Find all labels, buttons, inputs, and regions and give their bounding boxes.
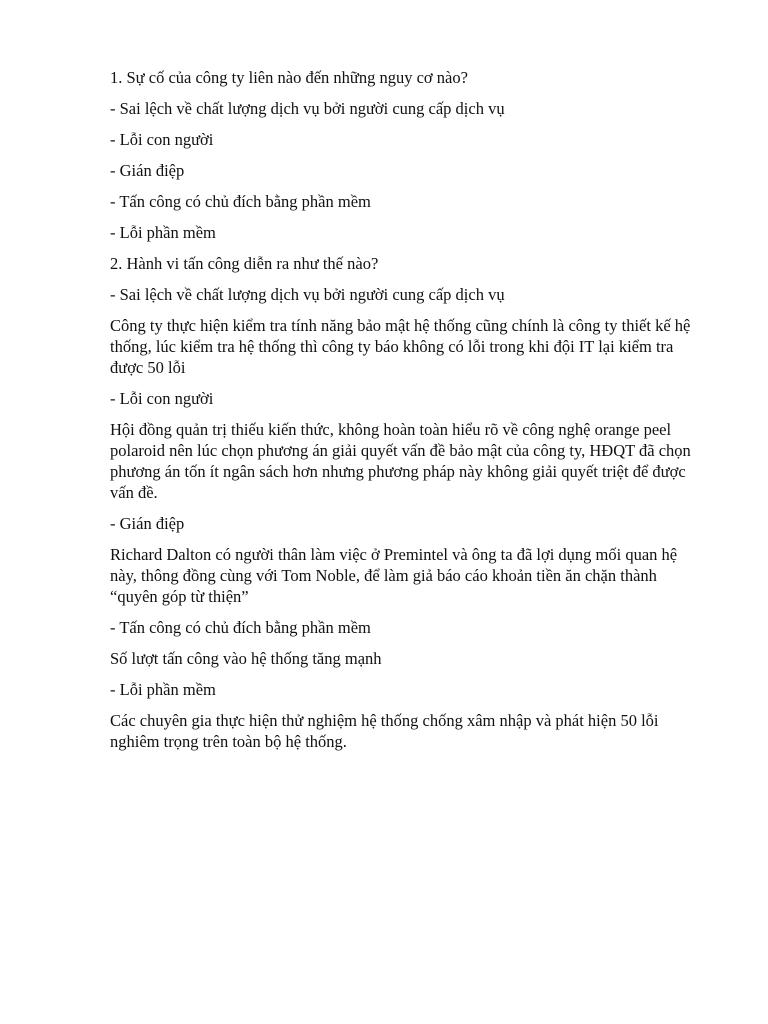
document-body (110, 67, 695, 762)
section-heading-software-attack: - Tấn công có chủ đích bằng phần mềm (110, 618, 371, 637)
risk-item-espionage: - Gián điệp (110, 161, 185, 180)
question-heading-1: 1. Sự cố của công ty liên nào đến những nguy cơ nào? (110, 68, 468, 87)
risk-item-service-quality: - Sai lệch về chất lượng dịch vụ bởi người cung cấp dịch vụ (110, 99, 505, 118)
section-body-software-error: Các chuyên gia thực hiện thử nghiệm hệ thống chống xâm nhập và phát hiện 50 lỗi nghiêm trọng trên toàn bộ hệ thống. (110, 711, 659, 751)
risk-item-software-attack: - Tấn công có chủ đích bằng phần mềm (110, 192, 371, 211)
risk-item-human-error: - Lỗi con người (110, 130, 214, 149)
section-heading-service-quality: - Sai lệch về chất lượng dịch vụ bởi người cung cấp dịch vụ (110, 285, 505, 304)
section-body-software-attack: Số lượt tấn công vào hệ thống tăng mạnh (110, 649, 382, 668)
section-body-human-error: Hội đồng quản trị thiếu kiến thức, không hoàn toàn hiểu rõ về công nghệ orange peel polaroid nên lúc chọn phương án giải quyết vấn đề bảo mật của công ty, HĐQT đã chọn phương án tốn ít ngân sách hơn nhưng phương pháp này không giải quyết triệt để được vấn đề. (110, 420, 691, 502)
section-heading-espionage: - Gián điệp (110, 514, 185, 533)
section-body-service-quality: Công ty thực hiện kiểm tra tính năng bảo mật hệ thống cũng chính là công ty thiết kế hệ thống, lúc kiểm tra hệ thống thì công ty báo không có lỗi trong khi đội IT lại kiểm tra được 50 lỗi (110, 316, 691, 377)
section-body-espionage: Richard Dalton có người thân làm việc ở Premintel và ông ta đã lợi dụng mối quan hệ này, thông đồng cùng với Tom Noble, để làm giả báo cáo khoản tiền ăn chặn thành “quyên góp từ thiện” (110, 545, 678, 606)
question-heading-2: 2. Hành vi tấn công diễn ra như thế nào? (110, 254, 379, 273)
section-heading-software-error: - Lỗi phần mềm (110, 680, 216, 699)
risk-item-software-error: - Lỗi phần mềm (110, 223, 216, 242)
section-heading-human-error: - Lỗi con người (110, 389, 214, 408)
